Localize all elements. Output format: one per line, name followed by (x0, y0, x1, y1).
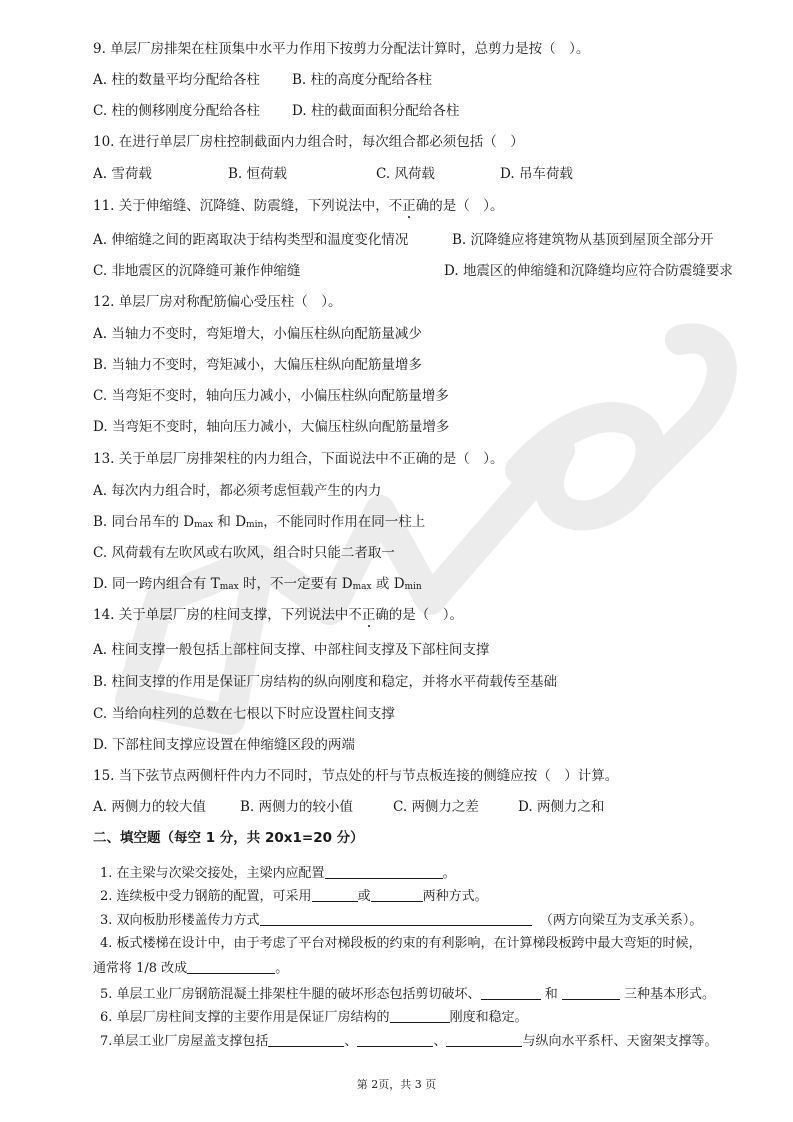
answer-blank[interactable] (481, 985, 541, 1000)
question-9 (93, 40, 589, 58)
question-10 (93, 133, 524, 151)
question-15 (93, 767, 618, 785)
option-d: D. 吊车荷载 (500, 166, 573, 182)
option-d: D. 两侧力之和 (518, 799, 605, 815)
fill-item-5: 5. 单层工业厂房钢筋混凝土排架柱牛腿的破坏形态包括剪切破坏、 和 三种基本形式。 (100, 987, 716, 1002)
question-text: 单层厂房排架在柱顶集中水平力作用下按剪力分配法计算时，总剪力是按（ ）。 (110, 41, 590, 57)
option-b: B. 两侧力的较小值 (240, 799, 354, 815)
option-c: C. 柱的侧移刚度分配给各柱 (93, 103, 260, 119)
option-d: D. 当弯矩不变时，轴向压力减小，大偏压柱纵向配筋量增多 (93, 419, 450, 435)
option-d: D. 下部柱间支撑应设置在伸缩缝区段的两端 (93, 737, 355, 753)
option-d: D. 同一跨内组合有 Tmax 时，不一定要有 Dmax 或 Dmin (93, 576, 422, 592)
question-13 (93, 450, 504, 468)
answer-blank[interactable] (312, 887, 358, 902)
question-number: 10. (93, 134, 115, 150)
question-number: 14. (93, 607, 115, 623)
question-12 (93, 293, 342, 311)
option-b: B. 恒荷载 (228, 166, 288, 182)
question-text: 单层厂房对称配筋偏心受压柱（ ）。 (118, 294, 342, 310)
question-number: 9. (93, 41, 106, 57)
question-text: 在进行单层厂房柱控制截面内力组合时，每次组合都必须包括（ ） (118, 134, 524, 150)
answer-blank[interactable] (562, 985, 620, 1000)
option-a: A. 柱的数量平均分配给各柱 (93, 72, 260, 88)
answer-blank[interactable] (260, 911, 532, 926)
option-a: A. 伸缩缝之间的距离取决于结构类型和温度变化情况 (93, 232, 409, 248)
answer-blank[interactable] (357, 1032, 433, 1047)
option-a: A. 柱间支撑一般包括上部柱间支撑、中部柱间支撑及下部柱间支撑 (93, 642, 490, 658)
answer-blank[interactable] (446, 1032, 522, 1047)
answer-blank[interactable] (371, 887, 423, 902)
option-d: D. 柱的截面面积分配给各柱 (292, 103, 460, 119)
option-b: B. 柱的高度分配给各柱 (292, 72, 433, 88)
page-footer: 第 2页，共 3 页 (356, 1078, 437, 1091)
emphasis-text: 不正确 (388, 198, 430, 214)
option-c: C. 当弯矩不变时，轴向压力减小，小偏压柱纵向配筋量增多 (93, 388, 449, 404)
option-d: D. 地震区的伸缩缝和沉降缝均应符合防震缝要求 (444, 263, 733, 279)
option-a: A. 当轴力不变时，弯矩增大，小偏压柱纵向配筋量减少 (93, 326, 422, 342)
option-b: B. 同台吊车的 Dmax 和 Dmin，不能同时作用在同一柱上 (93, 514, 426, 530)
answer-blank[interactable] (187, 959, 275, 974)
question-text: 当下弦节点两侧杆件内力不同时，节点处的杆与节点板连接的侧缝应按（ ）计算。 (118, 768, 619, 784)
emphasis-text: 不正确 (348, 607, 389, 623)
option-b: B. 柱间支撑的作用是保证厂房结构的纵向刚度和稳定，并将水平荷载传至基础 (93, 674, 558, 690)
option-c: C. 风荷载 (376, 166, 435, 182)
answer-blank[interactable] (268, 1032, 344, 1047)
fill-item-4-cont: 通常将 1/8 改成 。 (93, 961, 289, 976)
question-number: 12. (93, 294, 115, 310)
question-number: 11. (93, 198, 115, 214)
option-c: C. 当给向柱列的总数在七根以下时应设置柱间支撑 (93, 706, 395, 722)
question-11: 11. 关于伸缩缝、沉降缝、防震缝，下列说法中，不正确的是（ ）。 (93, 198, 504, 214)
option-a: A. 每次内力组合时，都必须考虑恒载产生的内力 (93, 483, 382, 499)
answer-blank[interactable] (390, 1008, 450, 1023)
fill-item-2: 2. 连续板中受力钢筋的配置，可采用 或 两种方式。 (100, 889, 488, 904)
question-text: 关于单层厂房排架柱的内力组合，下面说法中不正确的是（ ）。 (118, 451, 504, 467)
option-a: A. 两侧力的较大值 (93, 799, 206, 815)
option-c: C. 风荷载有左吹风或右吹风，组合时只能二者取一 (93, 545, 395, 561)
question-number: 15. (93, 768, 115, 784)
option-c: C. 非地震区的沉降缝可兼作伸缩缝 (93, 263, 301, 279)
fill-item-3: 3. 双向板肋形楼盖传力方式 （两方向梁互为支承关系）。 (100, 913, 703, 928)
answer-blank[interactable] (325, 864, 443, 879)
fill-item-4: 4. 板式楼梯在设计中，由于考虑了平台对梯段板的约束的有利影响，在计算梯段板跨中最大弯矩的时候， (100, 936, 702, 951)
section-title: 二、填空题（每空 1 分，共 20x1=20 分） (93, 830, 364, 846)
option-c: C. 两侧力之差 (393, 799, 479, 815)
fill-item-7: 7.单层工业厂房屋盖支撑包括 、 、 与纵向水平系杆、天窗架支撑等。 (100, 1034, 718, 1049)
fill-item-6: 6. 单层厂房柱间支撑的主要作用是保证厂房结构的 刚度和稳定。 (100, 1010, 528, 1025)
option-b: B. 沉降缝应将建筑物从基顶到屋顶全部分开 (452, 232, 714, 248)
option-a: A. 雪荷载 (93, 166, 152, 182)
fill-item-1: 1. 在主梁与次梁交接处，主梁内应配置 。 (100, 866, 456, 881)
question-number: 13. (93, 451, 115, 467)
question-14: 14. 关于单层厂房的柱间支撑，下列说法中不正确的是（ ）。 (93, 607, 464, 623)
option-b: B. 当轴力不变时，弯矩减小，大偏压柱纵向配筋量增多 (93, 357, 423, 373)
